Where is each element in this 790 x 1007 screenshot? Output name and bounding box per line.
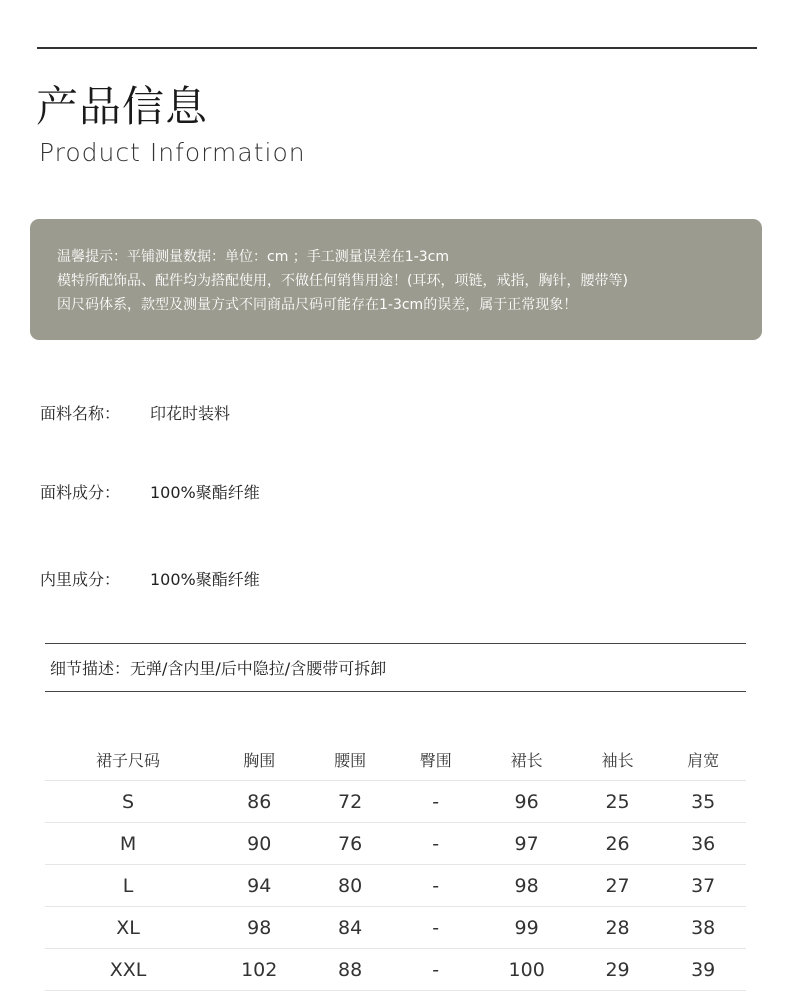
table-cell: - <box>393 865 479 907</box>
notice-line: 温馨提示：平铺测量数据：单位：cm ；手工测量误差在1-3cm <box>57 249 449 265</box>
table-cell: 26 <box>575 823 661 865</box>
table-cell: M <box>45 823 211 865</box>
table-cell: 97 <box>479 823 575 865</box>
top-divider <box>37 47 757 49</box>
table-cell: 38 <box>660 907 746 949</box>
notice-box <box>30 219 762 340</box>
table-cell: - <box>393 823 479 865</box>
table-cell: - <box>393 907 479 949</box>
fabric-name-value: 印花时装料 <box>150 404 231 423</box>
table-cell: L <box>45 865 211 907</box>
header-cell: 袖长 <box>601 750 634 770</box>
table-cell: 98 <box>479 865 575 907</box>
table-cell: XXL <box>45 949 211 991</box>
table-cell: - <box>393 781 479 823</box>
detail-label: 细节描述： <box>50 659 131 678</box>
table-row <box>45 781 746 823</box>
table-cell: 100 <box>479 949 575 991</box>
table-cell: 88 <box>307 949 393 991</box>
fabric-name-label: 面料名称： <box>40 404 121 423</box>
table-cell: 72 <box>307 781 393 823</box>
table-cell: 90 <box>211 823 307 865</box>
fabric-composition-row <box>40 480 260 503</box>
header-cell: 胸围 <box>243 750 276 770</box>
detail-value: 无弹/含内里/后中隐拉/含腰带可拆卸 <box>130 659 387 678</box>
notice-line: 因尺码体系，款型及测量方式不同商品尺码可能存在1-3cm的误差，属于正常现象！ <box>57 297 578 313</box>
page-title: 产品信息 <box>36 82 209 131</box>
size-table-header <box>45 738 746 781</box>
table-cell: 37 <box>660 865 746 907</box>
table-cell: 27 <box>575 865 661 907</box>
table-cell: 25 <box>575 781 661 823</box>
page-subtitle: Product Information <box>39 138 306 167</box>
detail-row <box>50 656 386 679</box>
table-cell: 84 <box>307 907 393 949</box>
table-row <box>45 949 746 991</box>
header-cell: 臀围 <box>419 750 452 770</box>
lining-composition-value: 100%聚酯纤维 <box>150 570 260 589</box>
lining-composition-row <box>40 567 260 590</box>
table-row <box>45 907 746 949</box>
fabric-composition-label: 面料成分： <box>40 483 121 502</box>
table-cell: 96 <box>479 781 575 823</box>
notice-line: 模特所配饰品、配件均为搭配使用，不做任何销售用途！(耳环，项链，戒指，胸针，腰带等) <box>57 273 628 289</box>
fabric-name-row <box>40 401 230 424</box>
table-row <box>45 865 746 907</box>
table-cell: 94 <box>211 865 307 907</box>
table-cell: 80 <box>307 865 393 907</box>
table-cell: 86 <box>211 781 307 823</box>
table-cell: 99 <box>479 907 575 949</box>
table-cell: 98 <box>211 907 307 949</box>
table-cell: XL <box>45 907 211 949</box>
lining-composition-label: 内里成分： <box>40 570 121 589</box>
table-cell: 36 <box>660 823 746 865</box>
detail-top-divider <box>45 643 746 644</box>
table-cell: 76 <box>307 823 393 865</box>
header-cell: 裙子尺码 <box>96 750 161 770</box>
header-cell: 肩宽 <box>687 750 720 770</box>
size-table <box>45 738 746 991</box>
table-cell: 39 <box>660 949 746 991</box>
table-cell: S <box>45 781 211 823</box>
fabric-composition-value: 100%聚酯纤维 <box>150 483 260 502</box>
table-cell: 35 <box>660 781 746 823</box>
table-cell: 28 <box>575 907 661 949</box>
header-cell: 裙长 <box>510 750 543 770</box>
table-cell: - <box>393 949 479 991</box>
detail-bottom-divider <box>45 691 746 692</box>
table-cell: 29 <box>575 949 661 991</box>
header-cell: 腰围 <box>334 750 367 770</box>
table-row <box>45 823 746 865</box>
table-cell: 102 <box>211 949 307 991</box>
